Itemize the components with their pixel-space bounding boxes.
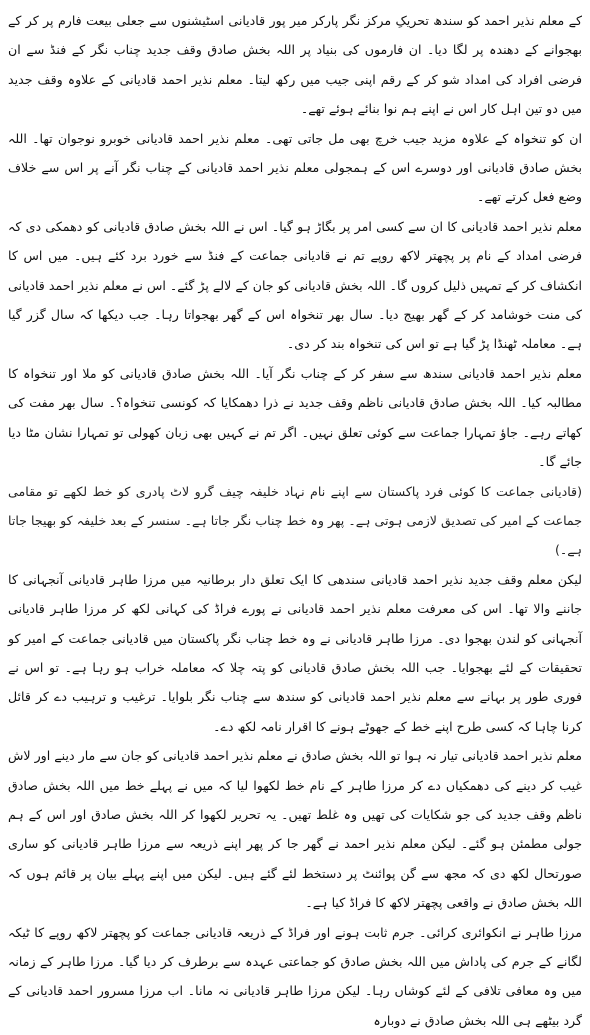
paragraph-letter-to-london: لیکن معلم وقف جدید نذیر احمد قادیانی سندھی کا ایک تعلق دار برطانیہ میں مرزا طاہر قادیانی آنجہانی کا جاننے والا تھا۔ اس کی معرفت معلم نذیر احمد قادیانی نے پورے فراڈ کی کہانی لکھ کر مرزا طاہر قادیانی آنجہانی کو لندن بھجوا دی۔ مرزا طاہر قادیانی نے وہ خط چناب نگر پاکستان میں قادیانی جماعت کے امیر کو تحقیقات کے لئے بھجوایا۔ جب اللہ بخش صادق قادیانی کو پتہ چلا کہ معاملہ خراب ہو رہا ہے۔ تو اس نے فوری طور پر بہانے سے معلم نذیر احمد قادیانی کو سندھ سے چناب نگر بلوایا۔ ترغیب و ترہیب دے کر قائل کرنا چاہا کہ کسی طرح اپنے خط کے جھوٹے ہونے کا اقرار نامہ لکھ دے۔ [8, 571, 582, 734]
paragraph-inquiry-dismissal: مرزا طاہر نے انکوائری کرائی۔ جرم ثابت ہونے اور فراڈ کے ذریعہ قادیانی جماعت کو پچھتر لاکھ روپے کا ٹیکہ لگانے کے جرم کی پاداش میں اللہ بخش صادق کو جماعتی عہدہ سے برطرف کر دیا گیا۔ مرزا طاہر کے زمانہ میں وہ معافی تلافی کے لئے کوشاں رہا۔ لیکن مرزا طاہر قادیانی نہ مانا۔ اب مرزا مسرور احمد قادیانی کے گرد بیٹھے ہی اللہ بخش صادق نے دوبارہ [8, 924, 582, 1028]
paragraph-salary-allowance: ان کو تنخواہ کے علاوہ مزید جیب خرچ بھی مل جاتی تھی۔ معلم نذیر احمد قادیانی خوبرو نوجوان تھا۔ اللہ بخش صادق قادیانی اور دوسرے اس کے ہمجولی معلم نذیر احمد قادیانی کے چناب نگر آنے پر اس سے خلاف وضع فعل کرتے تھے۔ [8, 130, 582, 205]
paragraph-fraud-scheme: کے معلم نذیر احمد کو سندھ تحریکِ مرکز نگر پارکر میر پور قادیانی اسٹیشنوں سے جعلی بیعت فارم پر کر کے بھجوانے کے دھندہ پر لگا دیا۔ ان فارموں کی بنیاد پر اللہ بخش صادق وقف جدید چناب نگر کے فنڈ سے ان فرضی افراد کی امداد شو کر کے رقم اپنی جیب میں رکھ لیتا۔ معلم نذیر احمد قادیانی کے علاوہ وقف جدید میں دو تین اہل کار اس نے اپنے ہم نوا بنائے ہوئے تھے۔ [8, 13, 582, 117]
paragraph-coerced-letter: معلم نذیر احمد قادیانی تیار نہ ہوا تو اللہ بخش صادق نے معلم نذیر احمد قادیانی کو جان سے مار دینے اور لاش غیب کر دینے کی دھمکیاں دے کر مرزا طاہر کے نام خط لکھوا لیا کہ میں نے پہلے خط میں اللہ بخش صادق ناظم وقف جدید کی جو شکایات کی تھیں وہ غلط تھیں۔ یہ تحریر لکھوا کر اللہ بخش صادق اور اس کے ہم جولی مطمئن ہو گئے۔ لیکن معلم نذیر احمد نے گھر جا کر پھر اپنے ذریعہ سے مرزا طاہر قادیانی کو ساری صورتحال لکھ دی کہ مجھ سے گن پوائنٹ پر دستخط لئے گئے ہیں۔ لیکن میں اپنے پہلے بیان پر قائم ہوں کہ اللہ بخش صادق نے واقعی پچھتر لاکھ کا فراڈ کیا ہے۔ [8, 748, 582, 911]
paragraph-parenthetical-note: (قادیانی جماعت کا کوئی فرد پاکستان سے اپنے نام نہاد خلیفہ چیف گرو لاٹ پادری کو خط لکھے تو مقامی جماعت کے امیر کی تصدیق لازمی ہوتی ہے۔ پھر وہ خط چناب نگر جاتا ہے۔ سنسر کے بعد خلیفہ کو بھیجا جاتا ہے۔) [8, 483, 582, 558]
paragraph-dispute-threat: معلم نذیر احمد قادیانی کا ان سے کسی امر پر بگاڑ ہو گیا۔ اس نے اللہ بخش صادق قادیانی کو دھمکی دی کہ فرضی امداد کے نام پر پچھتر لاکھ روپے تم نے قادیانی جماعت کے فنڈ سے خورد برد کئے ہیں۔ میں اس کا انکشاف کر کے تمہیں ذلیل کروں گا۔ اللہ بخش قادیانی کو جان کے لالے پڑ گئے۔ اس نے معلم نذیر احمد قادیانی کی منت خوشامد کر کے گھر بھیج دیا۔ سال بھر تنخواہ اس کے گھر بھجواتا رہا۔ جب دیکھا کہ سال گزر گیا ہے۔ معاملہ ٹھنڈا پڑ گیا ہے تو اس کی تنخواہ بند کر دی۔ [8, 218, 582, 352]
paragraph-salary-demand: معلم نذیر احمد قادیانی سندھ سے سفر کر کے چناب نگر آیا۔ اللہ بخش صادق قادیانی کو ملا اور تنخواہ کا مطالبہ کیا۔ اللہ بخش صادق قادیانی ناظم وقف جدید نے ذرا دھمکایا کہ کونسی تنخواہ؟۔ سال بھر مفت کی کھاتے رہے۔ جاؤ تمہارا جماعت سے کوئی تعلق نہیں۔ اگر تم نے کہیں بھی زبان کھولی تو تمہارا نشان مٹا دیا جائے گا۔ [8, 365, 582, 470]
